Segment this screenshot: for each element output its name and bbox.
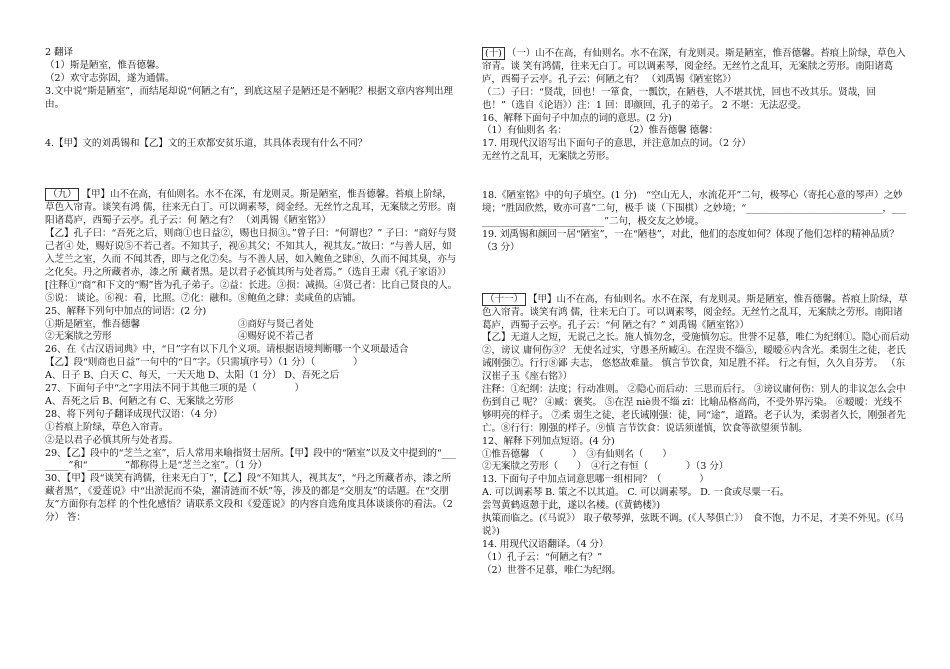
left-paragraph bbox=[45, 73, 460, 86]
paragraph-text: 2 翻译 bbox=[45, 47, 73, 58]
paragraph-text: 28、将下列句子翻译成现代汉语：（4 分） bbox=[45, 408, 223, 420]
right-paragraph bbox=[482, 293, 910, 333]
right-column bbox=[482, 0, 910, 669]
paragraph-text: 【甲】山不在高，有仙则名。水不在深，有龙则灵。斯是陋室，惟吾德馨。苔痕上阶绿，草色入帘青。谈笑有鸿 儒，往来无白丁。可以调素琴，阅金经。无丝竹之乱耳，无案牍之劳形。南阳诸葛庐，西蜀子云亭。孔子云：“何 陋之有？” 刘禹锡《陋室铭》） bbox=[482, 293, 908, 331]
paragraph-text: 【乙】无道人之短，无说己之长。施人慎勿念，受施慎勿忘。世誉不足慕，唯仁为纪纲①。隐心而后动②，谤议 庸何伤③？ 无使名过实，守愚圣所臧④。在涅贵不缁⑤，暧暧⑥内含光。柔弱生之徒，老氏诫刚强⑦。行行⑧鄙 夫志， 悠悠故难量。 慎言节饮食，知足胜不祥。 行之有恒，久久自芬芳。 （东汉崔子玉《座右铭》） bbox=[482, 332, 910, 383]
paragraph-text: 16、解释下面句子中加点的词的意思。(2 分) bbox=[482, 112, 672, 124]
section-number-box: (十) bbox=[482, 47, 505, 60]
paragraph-text: 尝驾黄鹤返憩于此，遂以名楼。(《黄鹤楼》) bbox=[482, 500, 661, 512]
paragraph-text: （2）世誉不足慕，唯仁为纪纲。 bbox=[482, 564, 621, 576]
paragraph-text: 【乙】孔子曰：“吾死之后，则商①也日益②，赐也日损③。”曾子曰：“何谓也？” 子曰：“商好与贤己者④ 处，赐好说⑤不若己者。不知其子，视⑥其父；不知其人，视其友。”故曰：“与善人居，如入芝兰之室，久而 不闻其香，即与之化⑦矣。与不善人居，如入鲍鱼之肆⑧，久而不闻其臭，亦与之化矣。丹之所藏者赤，漆之所 藏者黑。是以君子必慎其所与处者焉。”（选自王肃《孔子家语》） bbox=[45, 228, 457, 278]
left-paragraph bbox=[45, 60, 460, 73]
paragraph-text: 【甲】山不在高，有仙则名。水不在深，有龙则灵。斯是陋室，惟吾德馨。苔痕上阶绿，草色入帘青。谈笑有鸿 儒，往来无白丁。可以调素琴，阅金经。无丝竹之乱耳，无案牍之劳形。南阳诸葛庐，西蜀子云亭。孔子云：何 陋之有？ （刘禹锡《陋室铭》） bbox=[45, 189, 457, 227]
spacer bbox=[482, 255, 910, 293]
paragraph-text: ①惟吾德馨 （ ） ③有仙则名（ ） bbox=[482, 448, 672, 460]
right-paragraph bbox=[482, 565, 910, 578]
left-paragraph bbox=[45, 306, 460, 319]
paragraph-text: 12、解释下列加点短语。(4 分) bbox=[482, 435, 615, 447]
paragraph-text: 29、【乙】段中的“芝兰之室”，后人常用来喻指贤士居所。【甲】段中的“陋室”以及文中提到的“________”和“________”都称得上是“芝兰之室”。（1 分） bbox=[45, 447, 456, 472]
left-paragraph bbox=[45, 422, 460, 435]
left-paragraph bbox=[45, 383, 460, 396]
left-paragraph bbox=[45, 138, 460, 151]
right-paragraph bbox=[482, 138, 910, 151]
spacer bbox=[482, 164, 910, 190]
paragraph-text: （1）孔子云：“何陋之有？” bbox=[482, 551, 603, 563]
left-paragraph bbox=[45, 47, 460, 60]
left-paragraph bbox=[45, 86, 460, 112]
right-paragraph bbox=[482, 539, 910, 552]
right-paragraph bbox=[482, 500, 910, 513]
right-paragraph bbox=[482, 229, 910, 255]
paragraph-text: 25、解释下列句中加点的词语：(2 分) bbox=[45, 305, 207, 317]
left-paragraph bbox=[45, 319, 460, 332]
right-paragraph bbox=[482, 87, 910, 113]
spacer bbox=[45, 112, 460, 138]
paragraph-text: （2）欢守志弥固，遂为通儒。 bbox=[45, 72, 175, 84]
paragraph-text: （1）有仙则名 名： （2）惟吾德馨 德馨： bbox=[482, 125, 719, 137]
paragraph-text: [注释①“商”和下文的“赐”皆为孔子弟子。②益：长进。③损：减损。④贤己者：比自己贤良的人。⑤说： 谈论。⑥视：看，比照。⑦化：融和。⑧鲍鱼之肆：卖咸鱼的店铺。 bbox=[45, 279, 458, 304]
left-paragraph bbox=[45, 344, 460, 357]
left-paragraph bbox=[45, 188, 460, 228]
right-paragraph bbox=[482, 436, 910, 449]
right-paragraph bbox=[482, 461, 910, 474]
paragraph-text: ②无案牍之劳形（ ） ④行之有恒（ ）（3 分） bbox=[482, 461, 729, 473]
section-number-box: （十一） bbox=[482, 293, 526, 306]
paragraph-text: （1）斯是陋室，惟吾德馨。 bbox=[45, 59, 165, 71]
left-column bbox=[45, 0, 460, 669]
paragraph-text: 26、在《古汉语词典》中，“日”字有以下几个义项。请根据语境判断哪一个义项最适合 bbox=[45, 344, 409, 356]
left-paragraph bbox=[45, 331, 460, 344]
paragraph-text: 14. 用现代汉语翻译。（4 分） bbox=[482, 538, 609, 550]
paragraph-text: 注释：①纪纲：法度；行动准则。 ②隐心而后动：三思而后行。 ③谤议庸何伤：别人的非议怎么会中伤到自己 呢？ ④臧：褒奖。 ⑤在涅 niè贵不缁 zī：比喻品格高尚，不受外界污染。 ⑥暧暧：光线不够明亮的样子。 ⑦柔 弱生之徒，老氏诫刚强：徒，同“途”，道路。老子认为，柔弱者久长，刚强者先亡。⑧行行：刚强的样子。⑨慎 言节饮食：说话须谨慎，饮食等欲望须节制。 bbox=[482, 384, 906, 434]
left-paragraph bbox=[45, 473, 460, 525]
left-paragraph bbox=[45, 280, 460, 306]
left-paragraph bbox=[45, 396, 460, 409]
paragraph-text: 无丝竹之乱耳，无案牍之劳形。 bbox=[482, 151, 615, 163]
left-paragraph bbox=[45, 409, 460, 422]
paragraph-text: （一）山不在高，有仙则名。水不在深，有龙则灵。斯是陋室，惟吾德馨。苔痕上阶绿，草色入帘青。谈 笑有鸿儒，往来无白丁。可以调素琴，阅金经。无丝竹之乱耳，无案牍之劳形。南阳诸葛庐，西蜀子云亭。孔子云：何陋之有？ （刘禹锡《陋室铭》） bbox=[482, 48, 906, 85]
right-paragraph bbox=[482, 474, 910, 487]
section-number-box: （九） bbox=[45, 188, 79, 201]
paragraph-text: 执策而临之。(《马说》） 取子敬琴弹，弦既不调。(《人琴俱亡》） 食不饱，力不足，才美不外见。(《马说》) bbox=[482, 513, 904, 537]
right-paragraph bbox=[482, 332, 910, 384]
right-paragraph bbox=[482, 513, 910, 539]
left-paragraph bbox=[45, 370, 460, 383]
paragraph-text: 18.《陋室铭》中的句子填空。(1 分) “空山无人，水流花开”二句，极琴心（寄托心意的琴声）之妙境；“胜固欣然，败亦可喜”二句，极手 谈（下围棋）之妙境；“_____________________________，_____________________________”二句，极交友之妙境。 bbox=[482, 190, 906, 227]
paragraph-text: A、吾死之后 B、何陋之有 C、无案牍之劳形 bbox=[45, 395, 234, 407]
right-paragraph bbox=[482, 151, 910, 164]
left-paragraph bbox=[45, 357, 460, 370]
paragraph-text: 19. 刘禹锡和颜回一居“陋室”，一在“陋巷”，对此，他们的态度如何？体现了他们怎样的精神品质？ （3 分） bbox=[482, 228, 899, 253]
paragraph-text: 13. 下面句子中加点词意思哪一组相同？（ ） bbox=[482, 474, 709, 486]
right-paragraph bbox=[482, 552, 910, 565]
paragraph-text: ①斯是陋室，惟吾德馨 ③商好与贤己者处 bbox=[45, 318, 314, 330]
paragraph-text: ①苔痕上阶绿，草色入帘青。 bbox=[45, 421, 169, 433]
paragraph-text: 【乙】段“则商也日益”一句中的“日”字。（只需填序号）（1 分）（ ） bbox=[45, 357, 363, 369]
right-paragraph bbox=[482, 384, 910, 436]
right-paragraph bbox=[482, 487, 910, 500]
right-paragraph bbox=[482, 190, 910, 229]
paragraph-text: ②是以君子必慎其所与处者焉。 bbox=[45, 434, 178, 446]
right-paragraph bbox=[482, 449, 910, 462]
right-paragraph bbox=[482, 113, 910, 126]
spacer bbox=[45, 150, 460, 188]
left-paragraph bbox=[45, 448, 460, 474]
paragraph-text: A、日子 B、白天 C、每天，一天天地 D、太阳（1 分） D、吾死之后 bbox=[45, 370, 340, 382]
paragraph-text: 30、【甲】段“谈笑有鸿儒，往来无白丁”，【乙】段“不知其人，视其友”，“丹之所藏者赤，漆之所藏者黑”，《爱莲说》中“出淤泥而不染，濯清涟而不妖”等，涉及的都是“交朋友”的话题。在“交朋友”方面你有怎样 的个性化感悟？请联系文段和《爱莲说》的内容自选角度具体谈谈你的看法。（2 分） 答： bbox=[45, 473, 453, 524]
paragraph-text: 3.文中说“斯是陋室”，而结尾却说“何陋之有”，到底这屋子是陋还是不陋呢？根据文章内容判出理由。 bbox=[45, 85, 453, 110]
paragraph-text: 27、下面句子中“之”字用法不同于其他三项的是（ ） bbox=[45, 383, 304, 395]
paragraph-text: 4.【甲】文的刘禹锡和【乙】文的王欢都安贫乐道，其具体表现有什么不同？ bbox=[45, 137, 368, 149]
paragraph-text: A. 可以调素琴 B. 策之不以其道。 C. 可以调素琴。 D. 一食或尽粟一石。 bbox=[482, 487, 790, 499]
left-paragraph bbox=[45, 435, 460, 448]
paragraph-text: 17. 用现代汉语写出下面句子的意思，并注意加点的词。（2 分） bbox=[482, 138, 751, 150]
right-paragraph bbox=[482, 125, 910, 138]
left-paragraph bbox=[45, 228, 460, 280]
right-paragraph bbox=[482, 47, 910, 87]
paragraph-text: （二）子曰：“贤哉，回也！一箪食，一瓢饮，在陋巷，人不堪其忧，回也不改其乐。贤哉，回也！”（选自《论语》）注：1 回：即颜回，孔子的弟子。 2 不堪：无法忍受。 bbox=[482, 86, 877, 111]
paragraph-text: ②无案牍之劳形 ④赐好说不若己者 bbox=[45, 331, 314, 343]
